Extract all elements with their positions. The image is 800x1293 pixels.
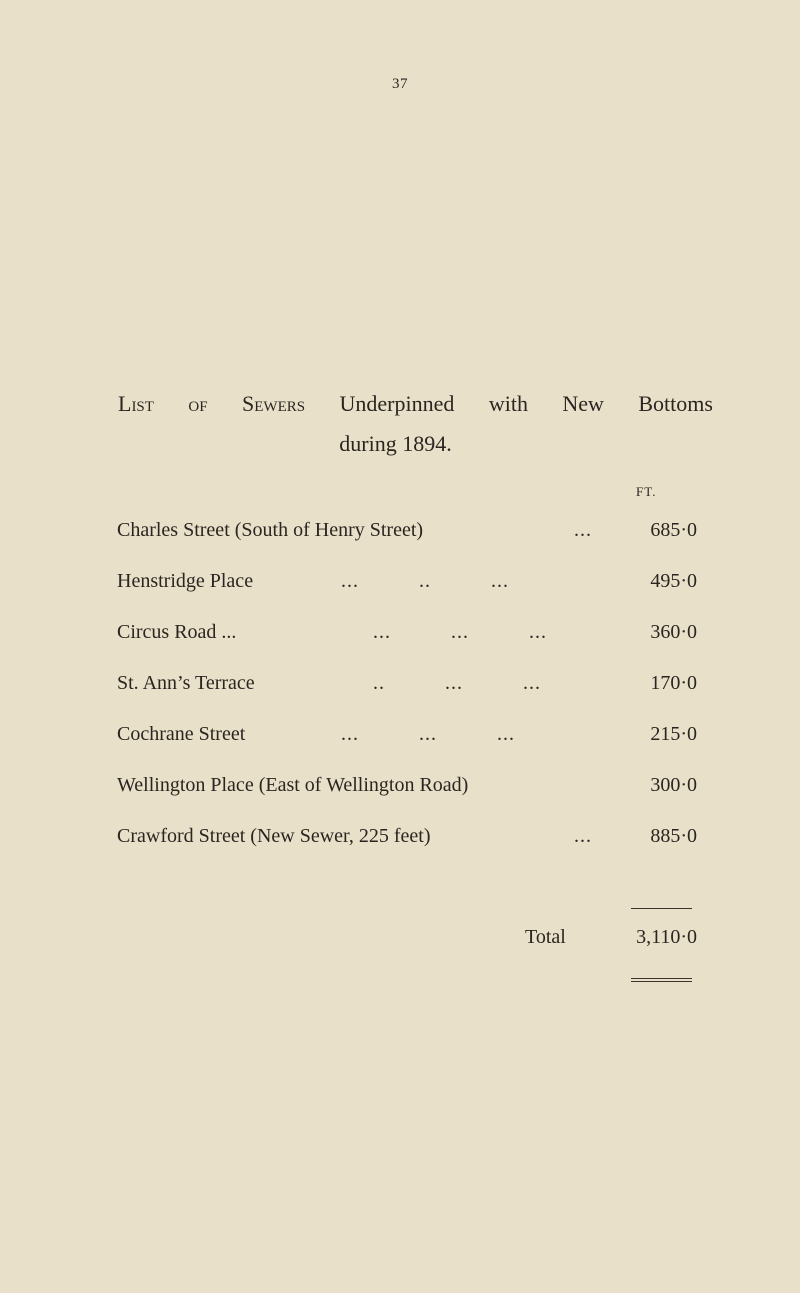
list-item xyxy=(117,723,697,774)
street-name: Charles Street (South of Henry Street) xyxy=(117,519,424,541)
title-word: Underpinned xyxy=(339,391,455,416)
length-value: 300·0 xyxy=(650,774,697,796)
dot-leader: ... .. ... xyxy=(341,570,509,592)
title-word: with xyxy=(488,391,528,416)
length-value: 215·0 xyxy=(650,723,697,745)
length-value: 170·0 xyxy=(650,672,697,694)
list-item xyxy=(117,774,697,825)
total-label: Total xyxy=(525,926,566,948)
street-name: St. Ann’s Terrace xyxy=(117,672,255,694)
length-value: 360·0 xyxy=(650,621,697,643)
title-word: New xyxy=(562,391,604,416)
dot-leader: ... xyxy=(574,825,592,847)
title-word: Bottoms xyxy=(638,391,713,416)
length-value: 885·0 xyxy=(650,825,697,847)
dot-leader: ... ... ... xyxy=(341,723,515,745)
sewer-list xyxy=(117,519,697,876)
total-value: 3,110·0 xyxy=(636,926,697,948)
dot-leader: .. ... ... xyxy=(373,672,541,694)
dot-leader: ... ... ... xyxy=(373,621,547,643)
list-item xyxy=(117,570,697,621)
street-name: Henstridge Place xyxy=(117,570,254,592)
title-line-2: during 1894. xyxy=(339,431,452,456)
list-item xyxy=(117,621,697,672)
sum-rule xyxy=(631,908,692,909)
length-value: 685·0 xyxy=(650,519,697,541)
dot-leader: ... xyxy=(574,519,592,541)
list-item xyxy=(117,825,697,876)
title-word: List xyxy=(118,391,154,416)
page-number: 37 xyxy=(392,76,408,92)
title-word: Sewers xyxy=(242,391,306,416)
list-item xyxy=(117,519,697,570)
street-name: Crawford Street (New Sewer, 225 feet) xyxy=(117,825,431,847)
double-rule xyxy=(631,978,692,982)
street-name: Circus Road ... xyxy=(117,621,237,643)
street-name: Cochrane Street xyxy=(117,723,246,745)
street-name: Wellington Place (East of Wellington Road) xyxy=(117,774,469,796)
list-item xyxy=(117,672,697,723)
length-value: 495·0 xyxy=(650,570,697,592)
unit-header: FT. xyxy=(636,484,657,499)
title-word: of xyxy=(188,391,208,416)
title-line-1 xyxy=(118,384,713,424)
page-title xyxy=(118,384,713,464)
